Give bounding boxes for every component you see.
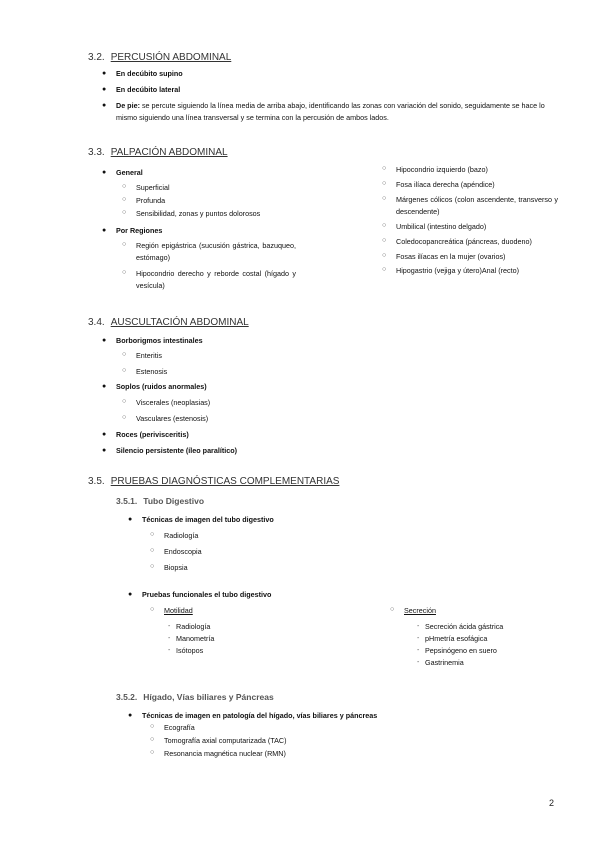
list-item: ○ Umbilical (intestino delgado): [382, 222, 487, 231]
list-item: ● Silencio persistente (íleo paralítico): [102, 446, 238, 455]
list-item: ○ Secreción: [390, 606, 436, 615]
list-item: ● General: [102, 168, 143, 177]
list-item: - Manometría: [168, 634, 215, 643]
list-item: ○ Coledocopancreática (páncreas, duodeno): [382, 237, 532, 246]
section-heading-3-3: 3.3. PALPACIÓN ABDOMINAL: [88, 147, 228, 158]
list-item: ○ Estenosis: [122, 367, 168, 376]
list-item: ○ Radiología: [150, 531, 199, 540]
section-heading-3-4: 3.4. AUSCULTACIÓN ABDOMINAL: [88, 317, 249, 328]
list-item: ○ Biopsia: [150, 563, 188, 572]
list-item: ○ Región epigástrica (sucusión gástrica, bazuqueo, estómago): [122, 241, 296, 262]
list-item: ● Técnicas de imagen en patología del hígado, vías biliares y páncreas: [128, 711, 378, 720]
list-item: ○ Hipocondrio izquierdo (bazo): [382, 165, 488, 174]
list-item: ○ Endoscopia: [150, 547, 202, 556]
list-item: ○ Sensibilidad, zonas y puntos dolorosos: [122, 209, 261, 218]
list-item: ○ Hipogastrio (vejiga y útero)Anal (recto): [382, 266, 520, 275]
list-item: - pHmetría esofágica: [417, 634, 488, 643]
list-item: ● Roces (perivisceritis): [102, 430, 189, 439]
list-item: ● Borborigmos intestinales: [102, 336, 203, 345]
section-heading-3-2: 3.2. PERCUSIÓN ABDOMINAL: [88, 52, 232, 63]
list-item: ○ Viscerales (neoplasias): [122, 398, 211, 407]
list-item: ○ Superficial: [122, 183, 170, 192]
list-item: ○ Ecografía: [150, 723, 195, 732]
list-item: - Radiología: [168, 622, 211, 631]
subsection-heading-3-5-1: 3.5.1. Tubo Digestivo: [116, 496, 205, 506]
list-item: ○ Fosas ilíacas en la mujer (ovarios): [382, 252, 506, 261]
section-heading-3-5: 3.5. PRUEBAS DIAGNÓSTICAS COMPLEMENTARIAS: [88, 476, 340, 487]
list-item: ● Soplos (ruidos anormales): [102, 382, 207, 391]
list-item: - Secreción ácida gástrica: [417, 622, 504, 631]
list-item: ● De pie: se percute siguiendo la línea media de arriba abajo, identificando las zonas con variación del sonido, seguidamente se hace lo mismo siguiendo una línea transversal y se termina con la percusión de ambos lados.: [102, 101, 545, 122]
list-item: ○ Vasculares (estenosis): [122, 414, 209, 423]
list-item: ○ Enteritis: [122, 351, 162, 360]
subsection-heading-3-5-2: 3.5.2. Hígado, Vías biliares y Páncreas: [116, 692, 274, 702]
list-item: - Gastrinemia: [417, 658, 464, 667]
list-item: ● En decúbito lateral: [102, 85, 181, 94]
list-item: - Isótopos: [168, 646, 204, 655]
list-item: ○ Profunda: [122, 196, 166, 205]
list-item: ● Por Regiones: [102, 226, 163, 235]
list-item: ○ Tomografía axial computarizada (TAC): [150, 736, 287, 745]
list-item: - Pepsinógeno en suero: [417, 646, 497, 655]
list-item: ○ Resonancia magnética nuclear (RMN): [150, 749, 286, 758]
list-item: ○ Fosa ilíaca derecha (apéndice): [382, 180, 495, 189]
page-number: 2: [549, 798, 555, 808]
list-item: ● Técnicas de imagen del tubo digestivo: [128, 515, 274, 524]
list-item: ○ Márgenes cólicos (colon ascendente, transverso y descendente): [382, 195, 558, 216]
list-item: ● En decúbito supino: [102, 69, 183, 78]
list-item: ○ Hipocondrio derecho y reborde costal (hígado y vesícula): [122, 269, 296, 290]
list-item: ● Pruebas funcionales el tubo digestivo: [128, 590, 272, 599]
list-item: ○ Motilidad: [150, 606, 193, 615]
